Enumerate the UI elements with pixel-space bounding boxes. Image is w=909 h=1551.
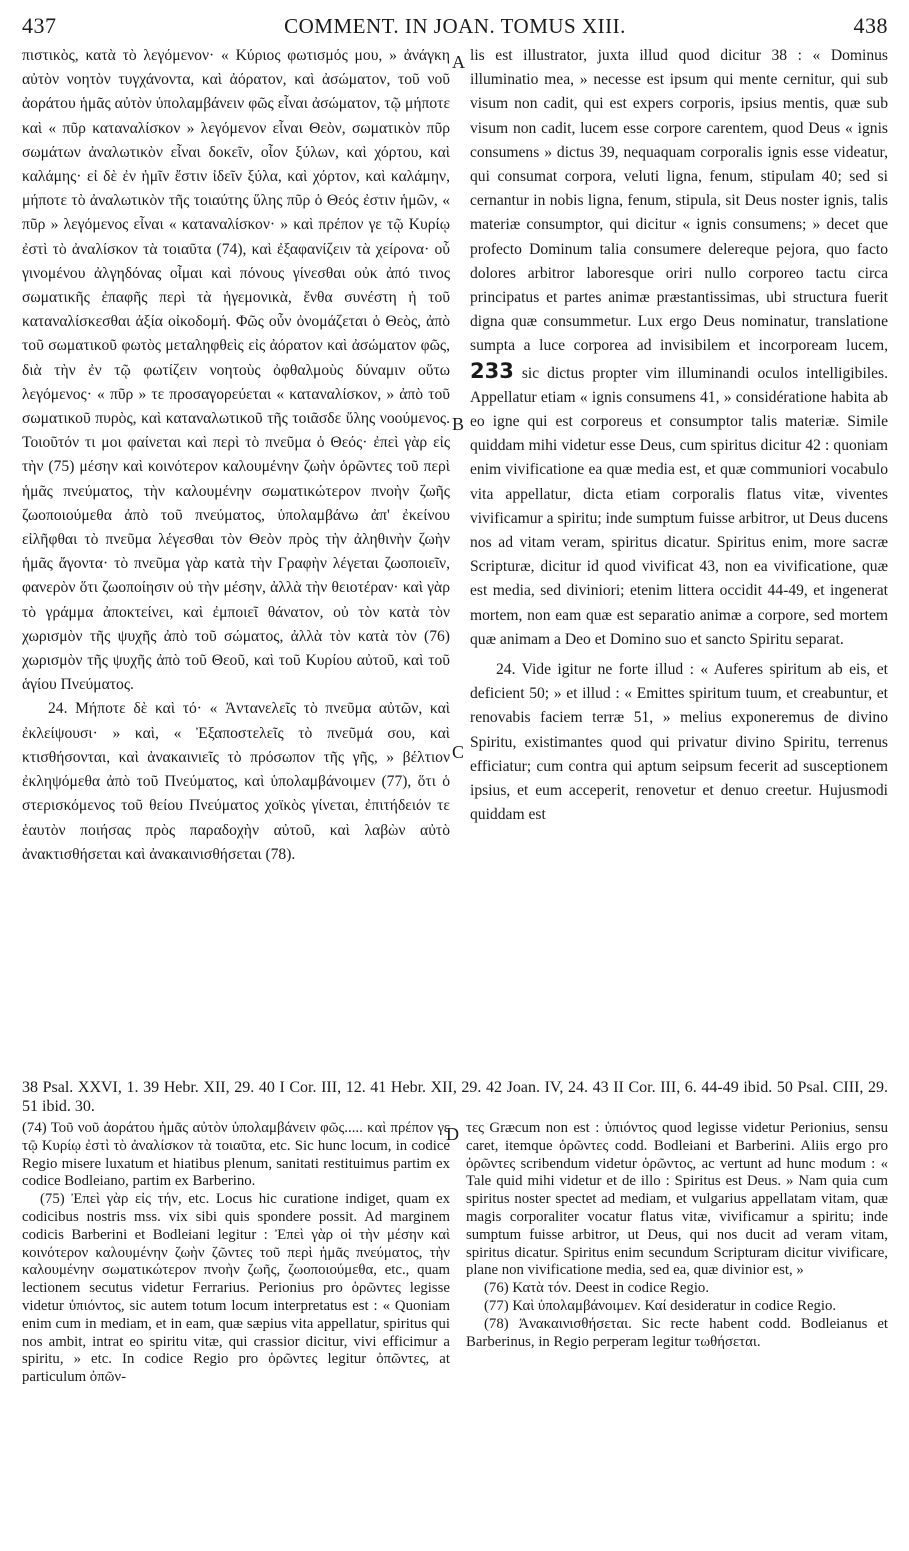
edition-page-number: 233 bbox=[470, 358, 514, 383]
footnote-78: (78) Ἀνακαινισθήσεται. Sic recte habent codd. Bodleianus et Barberinus, in Regio perperam legitur τωθήσεται. bbox=[466, 1315, 888, 1350]
right-page-number: 438 bbox=[853, 13, 888, 38]
scripture-references bbox=[22, 1078, 888, 1116]
latin-paragraph-1 bbox=[470, 44, 888, 652]
running-header bbox=[22, 10, 888, 42]
footnote-75: (75) Ἐπεὶ γὰρ εἰς τήν, etc. Locus hic curatione indiget, quam ex codicibus nostris mss. vix sibi quis spondere possit. Ad marginem codicis Barberini et Bodleiani legitur : Ἐπεὶ γὰρ οἱ τὴν μέσην καὶ κοινότερον καλουμένην ζωὴν ζῶντες τοῦ περὶ ἡμᾶς πνεύματος, τὴν καλουμένην σωματικώτερον πνοὴν ζωῆς, ζωοποιούμεθα, etc., quam lectionem secutus videtur Ferrarius. Perionius pro ὁρῶντες legisse videtur ὑπιόντος, sic autem totum locum interpretatus est : « Quoniam enim cum in mediam, et in eam, quæ sæpius vita appellatur, spiritus qui nos ambit, intrat eo spiritu vitæ, qui crassior dicitur, vivi efficimur a spiritu, » etc. In codice Regio pro ὁρῶντες legitur ὀπῶντες, at particulum ὀπῶν- bbox=[22, 1191, 450, 1386]
latin-column bbox=[470, 44, 888, 828]
left-page-number: 437 bbox=[22, 13, 57, 38]
margin-marker-c: C bbox=[452, 742, 465, 762]
margin-marker-d: D bbox=[446, 1124, 459, 1144]
footnote-74: (74) Τοῦ νοῦ ἀοράτου ἡμᾶς αὐτὸν ὑπολαμβάνειν φῶς..... καὶ πρέπον γε τῷ Κυρίῳ ἐστὶ τὸ ἀναλίσκον τὰ τοιαῦτα, etc. Sic hunc locum, in codice Regio misere luxatum et hiatibus plenum, sanitati restituimus partim ex codice Bodleiano, partim ex Barberino. bbox=[22, 1120, 450, 1190]
latin-paragraph-2: 24. Vide igitur ne forte illud : « Auferes spiritum ab eis, et deficient 50; » et illud : « Emittes spiritum tuum, et creabuntur, et renovabis faciem terræ 51, » melius exponeremus de divino Spiritu, existimantes quod qui privatur divino Spiritu, terrenus efficiatur; cum contra qui aptum seipsum fecerit ad susceptionem ipsius, et eum acceperit, renovetur et denuo creetur. Hujusmodi quiddam est bbox=[470, 661, 888, 824]
latin-paragraph-1a: lis est illustrator, juxta illud quod dicitur 38 : « Dominus illuminatio mea, » necesse est ipsum qui mente cernitur, qui sub visum non cadit, qui est expers corporis, ipsius mentis, quæ sub visum non cadit, lucem esse corpore carentem, quod Deus « ignis consumens » dictus 39, nequaquam corporalis ignis esse videatur, qui consumat corpora, veluti ligna, fenum, stipulam 40; sed si cernantur in nobis ligna, fenum, stipula, sit Deus noster ignis, talis materiæ consumptor, qui dicitur « ignis consumens; » decet que profecto Dominum talia consumere delereque pejora, quo facto dolores arbitror laboresque oriri nullo corporeo tactu circa principatus et partes animæ præstantissimas, ubi structura fuerit digna quæ consummetur. Lux ergo Deus nominatur, translatione sumpta a luce corporea ad invisibilem et incorpoream lucem, bbox=[470, 47, 888, 355]
latin-paragraph-1b: sic dictus propter vim illuminandi oculos intelligibiles. Appellatur etiam « ignis consumens 41, » considératione habita ab eo igne qui est corporeus et consumptor talis materiæ. Simile quiddam mihi videtur esse Deus, cum spiritus dicitur 42 : quoniam enim vivificatione ea quæ media est, et quæ communiori vocabulo vita appellatur, dicta etiam corporalis flatus vitæ, viventes vivificamur a spiritu; inde sumptum fuisse arbitror, ut Deus ducens nos ad vitam veram, spiritus dicatur. Spiritus enim, more sacræ Scripturæ, dicitur id quod vivificat 43, non ea vivificatione, quæ est media, sed diviniori; etenim littera occidit 44-49, et ingenerat mortem, non eam quæ est separatio animæ a corpore, sed mortem quæ animam a Deo et Domino suo et sancto Spiritu separat. bbox=[470, 364, 888, 648]
greek-paragraph-1: πιστικὸς, κατὰ τὸ λεγόμενον· « Κύριος φωτισμός μου, » ἀνάγκη αὐτὸν νοητὸν τυγχάνοντα, καὶ ἀόρατον, καὶ ἀσώματον, τοῦ νοῦ ἀοράτου ἡμᾶς αὐτὸν ὑπολαμβάνειν φῶς εἶναι ἀσώματον, τῷ μήποτε καὶ « πῦρ καταναλίσκον » λεγόμενον εἶναι Θεὸν, σωματικὸν πῦρ σωμάτων ἀναλωτικὸν εἶναι δοκεῖν, οἷον ξύλων, καὶ χόρτου, καὶ καλάμης· εἰ δὲ ἐν ἡμῖν ἔστιν ἰδεῖν ξύλα, καὶ χόρτον, καὶ καλάμην, μήποτε τὸ ἀναλωτικὸν τῆς τοιαύτης ὕλης πῦρ ὁ Θεός ἐστιν ἡμῶν, « πῦρ » λεγόμενος εἶναι « καταναλίσκον· » καὶ πρέπον γε τῷ Κυρίῳ ἐστὶ τὸ ἀναλίσκον τὰ τοιαῦτα (74), καὶ ἐξαφανίζειν τὰ χείρονα· οὗ γινομένου ἀλγηδόνας οἶμαι καὶ πόνους γίνεσθαι οὐκ ἀπό τινος σωματικῆς ἐπαφῆς περὶ τὰ ἡγεμονικὰ, ἔνθα συνέστη ἡ τοῦ καταναλίσκεσθαι ἀξία οἰκοδομή. Φῶς οὖν ὀνομάζεται ὁ Θεὸς, ἀπὸ τοῦ σωματικοῦ φωτὸς μεταληφθεὶς εἰς ἀόρατον καὶ ἀσώματον φῶς, διὰ τὴν ἐν τῷ φωτίζειν νοητοὺς ὀφθαλμοὺς δύναμιν οὕτω λεγόμενος· « πῦρ » τε προσαγορεύεται « καταναλίσκον, » ἀπὸ τοῦ σωματικοῦ πυρὸς, καὶ καταναλωτικοῦ τῆς τοιᾶσδε ὕλης νοούμενος. Τοιοῦτόν τι μοι φαίνεται καὶ περὶ τὸ πνεῦμα ὁ Θεός· ἐπεὶ γὰρ εἰς τὴν (75) μέσην καὶ κοινότερον καλουμένην ζωὴν ὁρῶντες τοῦ περὶ ἡμᾶς πνεύματος, τὴν καλουμένην σωματικώτερον πνοὴν ζωῆς ζωοποιούμεθα ἀπὸ τοῦ πνεύματος, ὑπολαμβάνω ἀπ' ἐκείνου εἰλῆφθαι τὸ πνεῦμα λέγεσθαι τὸν Θεὸν πρὸς τὴν ἀληθινὴν ζωὴν ἡμᾶς ἄγοντα· τὸ πνεῦμα γὰρ κατὰ τὴν Γραφὴν λέγεται ζωοποιεῖν, φανερὸν ὅτι ζωοποίησιν οὐ τὴν μέσην, ἀλλὰ τὴν θειοτέραν· καὶ γὰρ τὸ γράμμα ἀποκτείνει, καὶ ἐμποιεῖ θάνατον, οὐ τὸν κατὰ τὸν χωρισμὸν τῆς ψυχῆς ἀπὸ τοῦ σώματος, ἀλλὰ τὸν κατὰ τὸν (76) χωρισμὸν τῆς ψυχῆς ἀπὸ τοῦ Θεοῦ, καὶ τοῦ Κυρίου αὐτοῦ, καὶ τοῦ ἁγίου Πνεύματος. bbox=[22, 47, 450, 694]
footnote-76: (76) Κατὰ τόν. Deest in codice Regio. bbox=[484, 1280, 710, 1297]
margin-marker-a: A bbox=[452, 52, 465, 72]
greek-paragraph-2: 24. Μήποτε δὲ καὶ τό· « Ἀντανελεῖς τὸ πνεῦμα αὐτῶν, καὶ ἐκλείψουσι· » καὶ, « Ἐξαποστελεῖς τὸ πνεῦμά σου, καὶ κτισθήσονται, καὶ ἀνακαινιεῖς τὸ πρόσωπον τῆς γῆς, » βέλτιον ἐκληψόμεθα ἀπὸ τοῦ Πνεύματος, καὶ ὑπολαμβάνοιμεν (77), ὅτι ὁ στερισκόμενος τοῦ θείου Πνεύματος χοϊκὸς γίνεται, ἐπιτήδειόν τε ἑαυτὸν ποιήσας πρὸς παραδοχὴν αὐτοῦ, καὶ λαβὼν αὐτὸ ἀνακτισθήσεται καὶ ἀνακαινισθήσεται (78). bbox=[22, 700, 450, 863]
greek-column bbox=[22, 44, 450, 867]
margin-marker-b: B bbox=[452, 414, 465, 434]
footnotes-left bbox=[22, 1120, 450, 1387]
footnotes-right bbox=[466, 1120, 888, 1351]
running-title: COMMENT. IN JOAN. TOMUS XIII. bbox=[284, 13, 626, 38]
references-text: 38 Psal. XXVI, 1. 39 Hebr. XII, 29. 40 I Cor. III, 12. 41 Hebr. XII, 29. 42 Joan. IV, 24. 43 II Cor. III, 6. 44-49 ibid. 50 Psal. CIII, 29. 51 ibid. 30. bbox=[22, 1079, 888, 1115]
footnote-75-continued: τες Græcum non est : ὑπιόντος quod legisse videtur Perionius, sensu caret, itemque ὁρῶντες codd. Bodleiani et Barberini. Aliis ergo pro ὁρῶντες scribendum videtur ὁρῶντος, ac vertunt ad hunc modum : « Tale quid mihi videtur et de illo : Spiritus est Deus. » Nam quia cum spiritus noster spectet ad mediam, et vulgarius appellatam vitam, quæ magis corporaliter vocatur flatus vitæ, vivificamur a spiritu; inde sumptum fuisse arbitror, ut Deus, qui nos ducit ad veram vitam, spiritus dicatur. Spiritus enim secundum Scripturam dicitur vivificare, plane non vivificatione media, sed ea, quæ divinior est, » bbox=[466, 1120, 888, 1279]
footnote-77: (77) Καὶ ὑπολαμβάνοιμεν. Καί desideratur in codice Regio. bbox=[484, 1297, 837, 1314]
